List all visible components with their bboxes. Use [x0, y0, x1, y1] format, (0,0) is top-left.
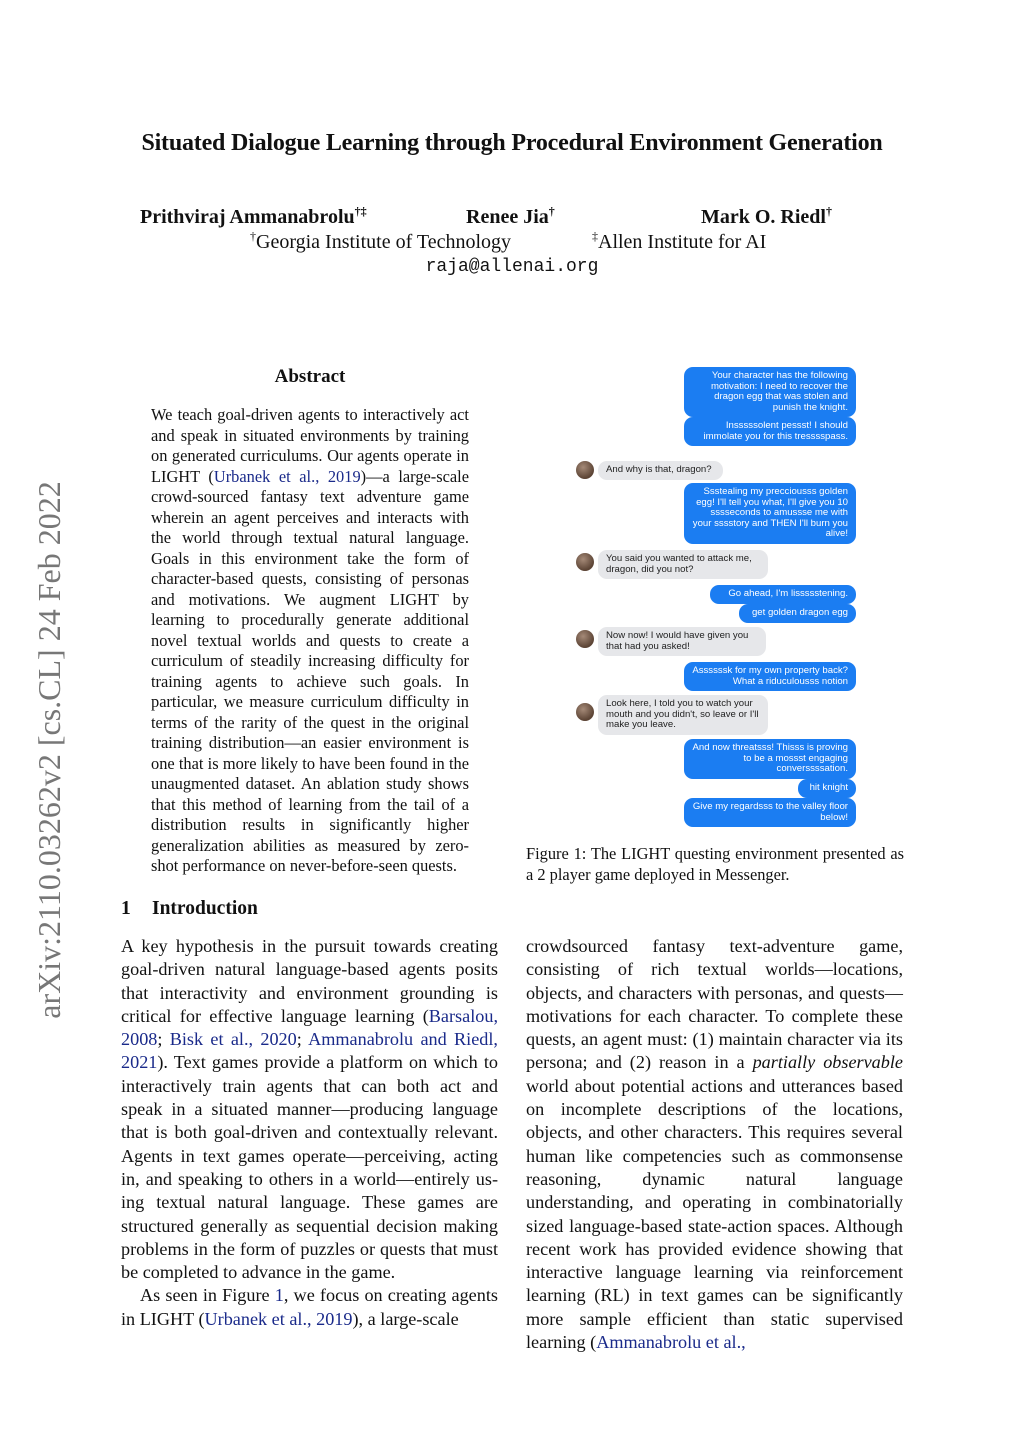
chat-message-user: Give my regardsss to the valley floor below! — [684, 798, 856, 827]
intro-left-column — [121, 935, 498, 1331]
citation-link[interactable]: Ammanabrolu and Riedl, 2021 — [121, 1029, 498, 1073]
abstract-heading: Abstract — [274, 366, 346, 387]
author-1: Prithviraj Ammanabrolu†‡ — [140, 204, 367, 228]
citation-link[interactable]: Urbanek et al., 2019 — [213, 466, 361, 486]
paper-title: Situated Dialogue Learning through Procedural Environment Generation — [141, 130, 883, 156]
author-email: raja@allenai.org — [425, 257, 599, 277]
chat-message-agent: And why is that, dragon? — [598, 461, 723, 480]
agent-avatar — [576, 630, 594, 648]
author-3: Mark O. Riedl† — [701, 204, 832, 228]
arxiv-identifier: arXiv:2110.03262v2 [cs.CL] 24 Feb 2022 — [31, 481, 67, 1019]
chat-message-user: get golden dragon egg — [739, 604, 856, 623]
chat-message-agent: You said you wanted to attack me, dragon, did you not? — [598, 550, 768, 579]
intro-paragraph-2: As seen in Figure 1, we focus on creating agents in LIGHT (Urbanek et al., 2019), a large-scale — [121, 1285, 498, 1329]
affiliation-2: ‡Allen Institute for AI — [592, 229, 767, 253]
intro-right-column — [526, 935, 903, 1354]
figure-caption: Figure 1: The LIGHT questing environment presented as a 2 player game deployed in Messenger. — [526, 844, 904, 884]
chat-message-user: And now threatsss! Thisss is proving to be a mossst engaging converssssation. — [684, 739, 856, 779]
section-heading: 1 Introduction — [121, 898, 258, 919]
citation-link[interactable]: Urbanek et al., 2019 — [204, 1308, 353, 1329]
affiliation-1: †Georgia Institute of Technology — [250, 229, 512, 253]
citation-link[interactable]: Barsalou, 2008 — [121, 1005, 498, 1050]
chat-message-agent: Now now! I would have given you that had you asked! — [598, 627, 766, 656]
intro-paragraph-1: A key hypothesis in the pursuit towards creating goal-driven natural language-based agents posits that interactivity and environment grounding is critical for effective language learning (Barsalou, 2008; Bisk et al., 2020; Ammanabrolu and Riedl, 2021). Text games provide a platform on which to interactively train agents that can both act and speak in a situated manner—producing language that is both goal-driven and contextually relevant. Agents in text games operate—perceiving, acting in, and speaking to others in a world—entirely using textual natural language. These games are structured generally as sequential decision making problems in the form of puzzles or quests that must be completed to advance in the game. — [121, 936, 498, 1283]
chat-message-user: Insssssolent pessst! I should immolate you for this tresssspass. — [684, 417, 856, 446]
agent-avatar — [576, 553, 594, 571]
author-2: Renee Jia† — [466, 204, 555, 228]
chat-message-user: Go ahead, I'm lissssstening. — [710, 585, 856, 604]
chat-message-agent: Look here, I told you to watch your mouth and you didn't, so leave or I'll make you leave. — [598, 695, 768, 735]
agent-avatar — [576, 461, 594, 479]
chat-message-user: Ssstealing my precciousss golden egg! I'll tell you what, I'll give you 10 sssseconds to amussse me with your sssstory and THEN I'll burn you alive! — [684, 483, 856, 544]
chat-message-user: Your character has the following motivation: I need to recover the dragon egg that was stolen and punish the knight. — [684, 367, 856, 417]
intro-paragraph-continued: crowdsourced fantasy text-adventure game, consisting of rich textual worlds—locations, objects, and characters with personas, and quests—motivations for each character. To complete these quests, an agent must: (1) maintain character via its persona; and (2) reason in a partially observable world about potential actions and utterances based on incomplete descriptions of the locations, objects, and other characters. This requires several human like competencies such as commonsense reasoning, dynamic natural language understanding, and operating in combinatorially sized language-based state-action spaces. Although recent work has provided evidence showing that interactive language learning via reinforcement learning (RL) in text games can be significantly more sample efficient than static supervised learning (Ammanabrolu et al., — [526, 936, 903, 1353]
citation-link[interactable]: Bisk et al., 2020 — [169, 1029, 297, 1050]
figure-reference-link[interactable]: 1 — [274, 1285, 284, 1306]
chat-message-user: hit knight — [798, 779, 856, 798]
chat-message-user: Assssssk for my own property back? What a riduculousss notion — [684, 662, 856, 691]
citation-link[interactable]: Ammanabrolu et al., — [596, 1332, 746, 1353]
messenger-chat-figure — [568, 365, 858, 830]
abstract-body: We teach goal-driven agents to interactively act and speak in situated environments by training on generated curriculums. Our agents operate in LIGHT (Urbanek et al., 2019)—a large-scale crowd-sourced fantasy text adventure game wherein an agent perceives and interacts with the world through textual natural language. Goals in this environment take the form of character-based quests, consisting of personas and motivations. We augment LIGHT by learning to procedurally generate additional novel textual worlds and quests to create a curriculum of steadily increasing difficulty for training agents to achieve such goals. In particular, we measure curriculum difficulty in terms of the rarity of the quest in the original training distribution—an easier environment is one that is more likely to have been found in the unaugmented dataset. An ablation study shows that this method of learning from the tail of a distribution results in significantly higher generalization abilities as measured by zero-shot performance on never-before-seen quests. — [151, 405, 470, 875]
agent-avatar — [576, 703, 594, 721]
